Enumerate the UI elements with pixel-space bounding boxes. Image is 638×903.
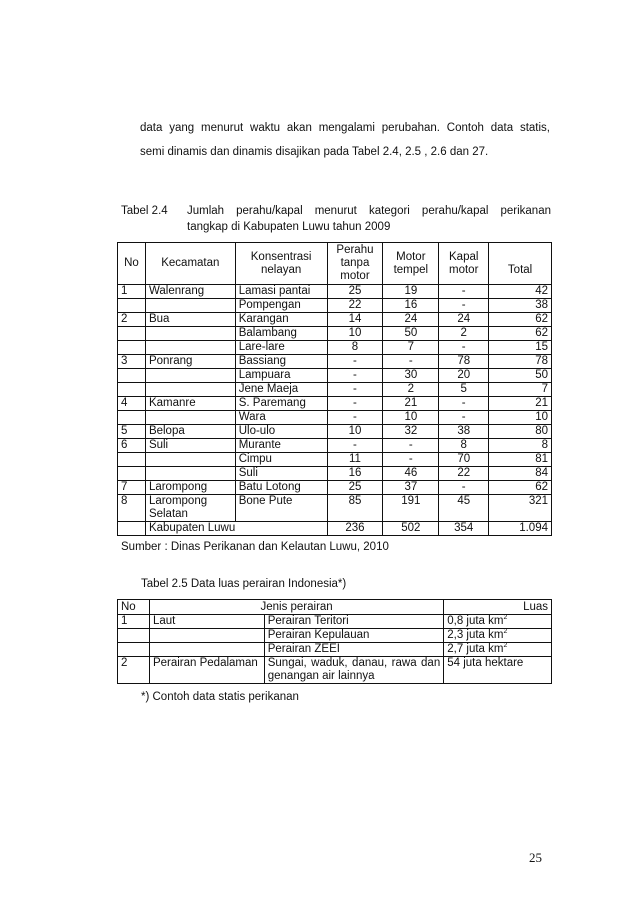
table-cell	[118, 467, 146, 481]
table-cell: Perairan Pedalaman	[149, 657, 264, 684]
table-cell: Batu Lotong	[235, 481, 327, 495]
area-unit-exponent: 2	[503, 642, 508, 650]
table-row	[118, 481, 552, 495]
table-cell: 38	[489, 299, 552, 313]
table-cell: 6	[118, 439, 146, 453]
table-cell: 8	[118, 495, 146, 522]
table-cell: 7	[489, 383, 552, 397]
table-cell: -	[327, 369, 383, 383]
table-cell: 2	[118, 657, 150, 684]
table-row	[118, 439, 552, 453]
table-2-4-title-line-1: Jumlah perahu/kapal menurut kategori perahu/kapal perikanan	[187, 205, 551, 217]
table-cell: Sungai, waduk, danau, rawa dan genangan air lainnya	[264, 657, 444, 684]
table-cell: 5	[439, 383, 489, 397]
total-value: 1.094	[489, 522, 552, 536]
table-cell	[149, 643, 264, 657]
table-cell: 24	[439, 313, 489, 327]
table-cell: 16	[327, 467, 383, 481]
table-cell: S. Paremang	[235, 397, 327, 411]
table-cell: 24	[383, 313, 439, 327]
table-row	[118, 629, 552, 643]
table-cell: 32	[383, 425, 439, 439]
table-cell: Larompong Selatan	[145, 495, 235, 522]
table-cell: Bua	[145, 313, 235, 327]
table-cell: -	[439, 397, 489, 411]
table-cell: 62	[489, 481, 552, 495]
table-cell: Perairan ZEEI	[264, 643, 444, 657]
table-cell	[145, 327, 235, 341]
table-cell: Larompong	[145, 481, 235, 495]
table-cell: Belopa	[145, 425, 235, 439]
table-row	[118, 285, 552, 299]
table-row	[118, 369, 552, 383]
table-cell: -	[439, 299, 489, 313]
table-cell	[145, 299, 235, 313]
table-cell: 5	[118, 425, 146, 439]
table-cell: 25	[327, 285, 383, 299]
header-no: No	[118, 243, 146, 285]
table-cell: 78	[489, 355, 552, 369]
table-cell	[118, 453, 146, 467]
table-row	[118, 495, 552, 522]
table-cell: Murante	[235, 439, 327, 453]
table-cell: 81	[489, 453, 552, 467]
table-cell: Walenrang	[145, 285, 235, 299]
table-cell	[145, 369, 235, 383]
table-cell	[118, 369, 146, 383]
table-cell: 37	[383, 481, 439, 495]
table-cell: 2	[118, 313, 146, 327]
table-cell: 38	[439, 425, 489, 439]
table-cell: Wara	[235, 411, 327, 425]
table-cell	[118, 522, 146, 536]
table-cell: Lamasi pantai	[235, 285, 327, 299]
total-value: 502	[383, 522, 439, 536]
table-cell: 21	[383, 397, 439, 411]
intro-paragraph	[140, 116, 550, 164]
header-no: No	[118, 600, 150, 615]
table-cell: 46	[383, 467, 439, 481]
table-cell: 8	[439, 439, 489, 453]
table-cell: Pompengan	[235, 299, 327, 313]
table-cell: 85	[327, 495, 383, 522]
table-cell: 15	[489, 341, 552, 355]
table-2-5-caption: Tabel 2.5 Data luas perairan Indonesia*)	[141, 578, 347, 590]
table-cell: Perairan Teritori	[264, 615, 444, 629]
table-cell: -	[327, 411, 383, 425]
table-cell: -	[327, 397, 383, 411]
table-cell: 7	[118, 481, 146, 495]
table-cell	[145, 453, 235, 467]
table-2-5	[117, 599, 552, 684]
table-row	[118, 467, 552, 481]
table-cell: 1	[118, 285, 146, 299]
table-cell: -	[439, 411, 489, 425]
table-cell	[145, 341, 235, 355]
table-2-4	[117, 242, 552, 536]
table-row	[118, 313, 552, 327]
table-cell: 191	[383, 495, 439, 522]
table-cell: 21	[489, 397, 552, 411]
table-cell: 321	[489, 495, 552, 522]
table-cell: -	[383, 355, 439, 369]
table-row	[118, 411, 552, 425]
table-cell: 22	[439, 467, 489, 481]
total-value: 236	[327, 522, 383, 536]
table-cell: Karangan	[235, 313, 327, 327]
table-cell: 42	[489, 285, 552, 299]
table-cell	[145, 411, 235, 425]
table-cell: 50	[383, 327, 439, 341]
table-row	[118, 397, 552, 411]
table-cell: Bone Pute	[235, 495, 327, 522]
area-unit-exponent: 2	[503, 628, 508, 636]
table-cell: 50	[489, 369, 552, 383]
table-cell: 10	[327, 425, 383, 439]
table-cell	[118, 299, 146, 313]
table-cell	[145, 383, 235, 397]
table-cell: -	[327, 439, 383, 453]
table-cell: 45	[439, 495, 489, 522]
table-cell: Perairan Kepulauan	[264, 629, 444, 643]
table-cell	[118, 629, 150, 643]
header-perahu-tanpa-motor: Perahu tanpa motor	[327, 243, 383, 285]
table-cell	[118, 411, 146, 425]
area-value: 0,8 juta km	[447, 615, 504, 627]
header-konsentrasi-nelayan: Konsentrasi nelayan	[235, 243, 327, 285]
header-total: Total	[489, 243, 552, 285]
table-cell: 20	[439, 369, 489, 383]
table-2-4-label: Tabel 2.4	[121, 205, 168, 217]
table-cell: 19	[383, 285, 439, 299]
table-2-4-title-line-2: tangkap di Kabupaten Luwu tahun 2009	[187, 221, 391, 233]
table-cell: 10	[383, 411, 439, 425]
area-cell	[444, 643, 552, 657]
table-row	[118, 327, 552, 341]
header-jenis-perairan: Jenis perairan	[149, 600, 443, 615]
table-cell	[118, 341, 146, 355]
table-cell: -	[439, 285, 489, 299]
table-cell: -	[439, 481, 489, 495]
table-cell: 84	[489, 467, 552, 481]
table-cell: -	[383, 439, 439, 453]
area-value: 54 juta hektare	[447, 657, 524, 669]
table-row	[118, 425, 552, 439]
area-cell	[444, 657, 552, 684]
area-unit-exponent: 2	[503, 614, 508, 622]
table-cell	[118, 327, 146, 341]
area-cell	[444, 629, 552, 643]
table-cell: 4	[118, 397, 146, 411]
table-cell: Kamanre	[145, 397, 235, 411]
table-cell	[149, 629, 264, 643]
table-cell: 14	[327, 313, 383, 327]
table-cell: 78	[439, 355, 489, 369]
table-total-row	[118, 522, 552, 536]
table-cell: 11	[327, 453, 383, 467]
table-cell: 1	[118, 615, 150, 629]
table-cell: 3	[118, 355, 146, 369]
table-cell: Cimpu	[235, 453, 327, 467]
table-cell: Ponrang	[145, 355, 235, 369]
table-cell	[118, 383, 146, 397]
table-row	[118, 341, 552, 355]
table-cell: Balambang	[235, 327, 327, 341]
table-cell: 30	[383, 369, 439, 383]
table-cell: 2	[383, 383, 439, 397]
table-2-5-note: *) Contoh data statis perikanan	[141, 691, 299, 703]
table-cell: 10	[489, 411, 552, 425]
table-cell: -	[383, 453, 439, 467]
table-row	[118, 299, 552, 313]
table-cell: 62	[489, 313, 552, 327]
table-cell	[145, 467, 235, 481]
total-value: 354	[439, 522, 489, 536]
header-kecamatan: Kecamatan	[145, 243, 235, 285]
table-row	[118, 615, 552, 629]
header-kapal-motor: Kapal motor	[439, 243, 489, 285]
page-number: 25	[529, 850, 542, 865]
table-cell: -	[439, 341, 489, 355]
table-cell: Laut	[149, 615, 264, 629]
table-cell: Suli	[145, 439, 235, 453]
table-cell: 22	[327, 299, 383, 313]
table-2-4-header-row	[118, 243, 552, 285]
table-cell: Jene Maeja	[235, 383, 327, 397]
area-value: 2,3 juta km	[447, 629, 504, 641]
table-row	[118, 383, 552, 397]
table-cell: 7	[383, 341, 439, 355]
table-row	[118, 355, 552, 369]
table-cell: Lampuara	[235, 369, 327, 383]
table-cell: 2	[439, 327, 489, 341]
table-cell: Bassiang	[235, 355, 327, 369]
area-value: 2,7 juta km	[447, 643, 504, 655]
table-cell	[118, 643, 150, 657]
total-label: Kabupaten Luwu	[145, 522, 327, 536]
table-cell: Lare-lare	[235, 341, 327, 355]
table-row	[118, 643, 552, 657]
table-cell: 80	[489, 425, 552, 439]
header-luas: Luas	[444, 600, 552, 615]
table-2-4-source: Sumber : Dinas Perikanan dan Kelautan Luwu, 2010	[121, 541, 389, 553]
table-2-5-header-row	[118, 600, 552, 615]
table-row	[118, 657, 552, 684]
table-cell: 25	[327, 481, 383, 495]
table-cell: -	[327, 355, 383, 369]
area-cell	[444, 615, 552, 629]
intro-line-2: semi dinamis dan dinamis disajikan pada Tabel 2.4, 2.5 , 2.6 dan 27.	[140, 146, 489, 158]
table-2-4-title	[187, 203, 551, 235]
table-cell: 8	[489, 439, 552, 453]
table-cell: 16	[383, 299, 439, 313]
table-cell: 8	[327, 341, 383, 355]
table-row	[118, 453, 552, 467]
table-cell: -	[327, 383, 383, 397]
table-cell: 10	[327, 327, 383, 341]
table-cell: 62	[489, 327, 552, 341]
header-motor-tempel: Motor tempel	[383, 243, 439, 285]
table-cell: 70	[439, 453, 489, 467]
table-cell: Ulo-ulo	[235, 425, 327, 439]
intro-line-1: data yang menurut waktu akan mengalami perubahan. Contoh data statis,	[140, 122, 550, 134]
table-cell: Suli	[235, 467, 327, 481]
